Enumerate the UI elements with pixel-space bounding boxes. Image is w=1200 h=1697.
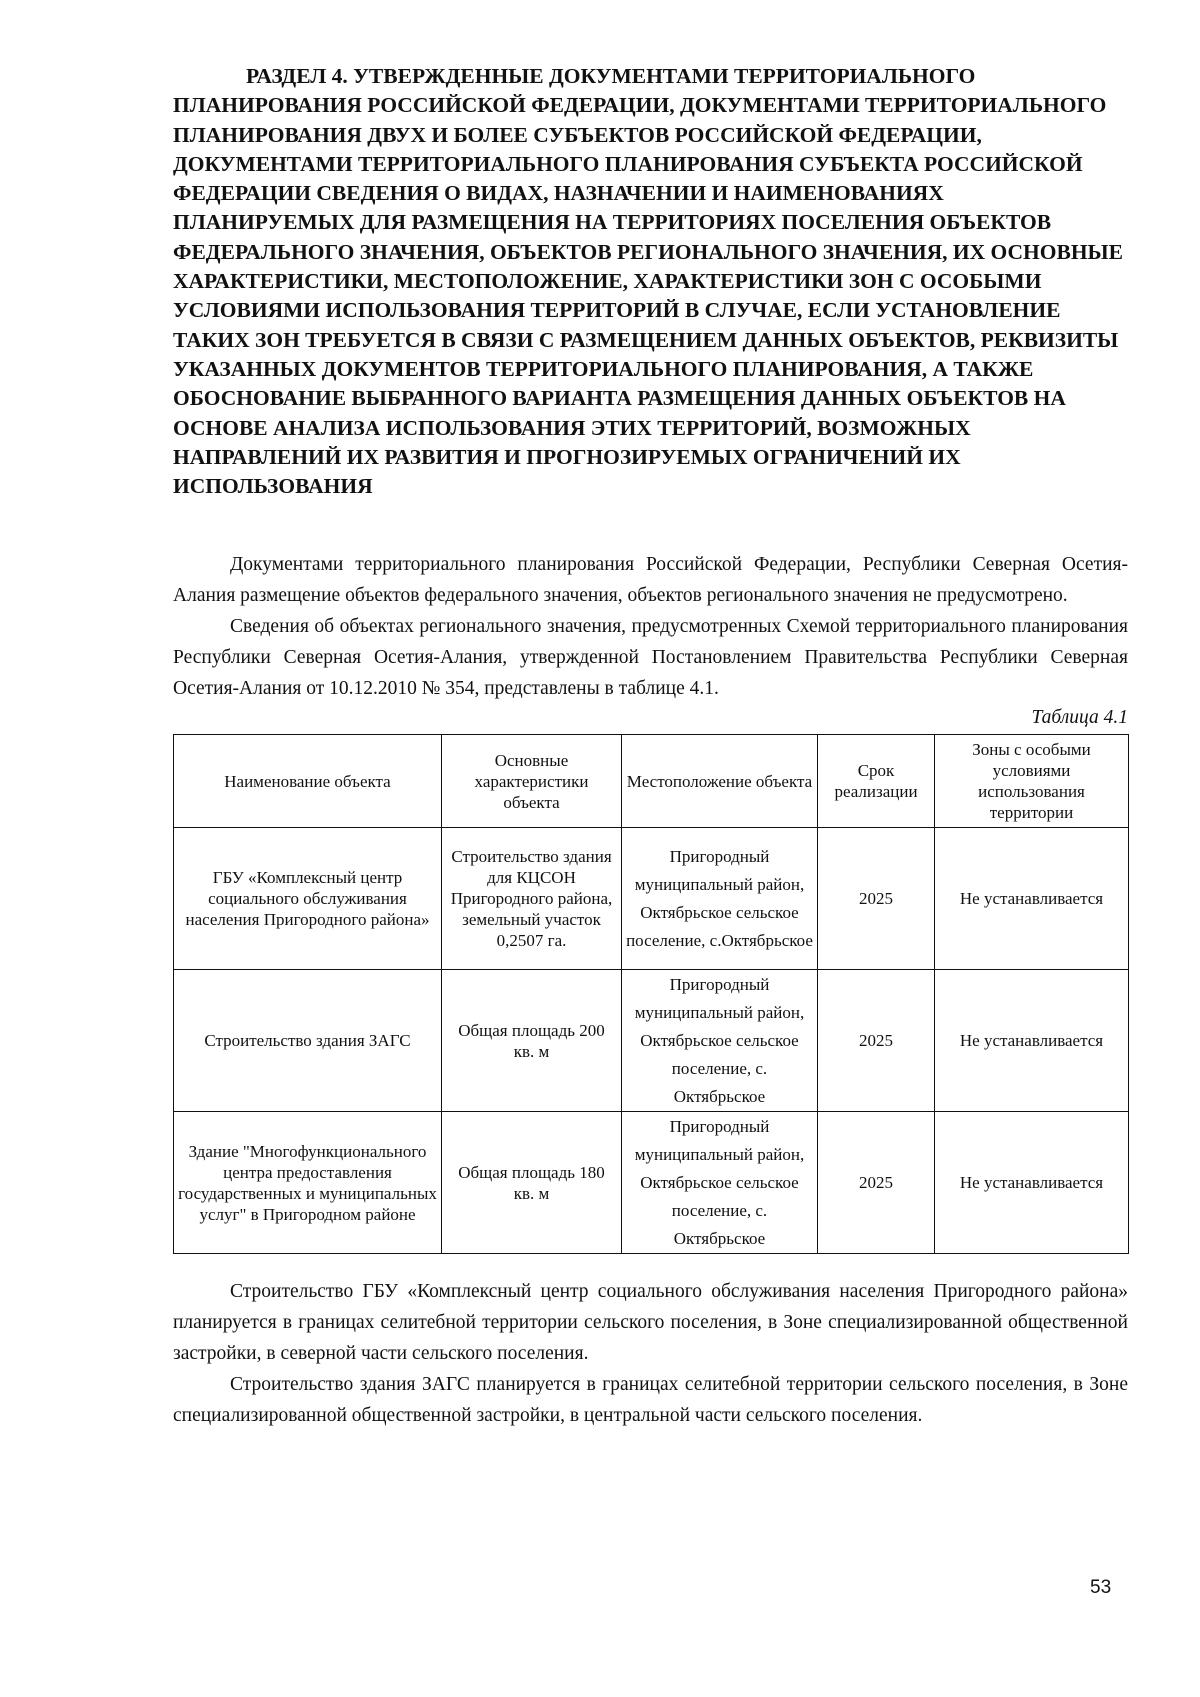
cell-name: Строительство здания ЗАГС — [174, 970, 442, 1112]
cell-characteristics: Общая площадь 200 кв. м — [442, 970, 622, 1112]
cell-characteristics: Строительство здания для КЦСОН Пригородного района, земельный участок 0,2507 га. — [442, 828, 622, 970]
cell-zones: Не устанавливается — [935, 1112, 1129, 1254]
table-header-row — [174, 735, 1129, 828]
header-term: Срок реализации — [818, 735, 935, 828]
cell-name: Здание "Многофункционального центра предоставления государственных и муниципальных услуг" в Пригородном районе — [174, 1112, 442, 1254]
cell-zones: Не устанавливается — [935, 828, 1129, 970]
cell-location: Пригородный муниципальный район, Октябрьское сельское поселение, с.Октябрьское — [622, 828, 818, 970]
header-characteristics: Основные характеристики объекта — [442, 735, 622, 828]
paragraph-regional-objects: Сведения об объектах регионального значения, предусмотренных Схемой территориального планирования Республики Северная Осетия-Алания, утвержденной Постановлением Правительства Республики Северная Осетия-Алания от 10.12.2010 № 354, представлены в таблице 4.1. — [173, 616, 1128, 700]
cell-term: 2025 — [818, 1112, 935, 1254]
header-zones: Зоны с особыми условиями использования территории — [935, 735, 1129, 828]
header-location: Местоположение объекта — [622, 735, 818, 828]
table-row — [174, 1112, 1129, 1254]
objects-table — [173, 734, 1129, 1254]
table-caption: Таблица 4.1 — [1031, 707, 1128, 729]
paragraph-zags-construction: Строительство здания ЗАГС планируется в границах селитебной территории сельского поселения, в Зоне специализированной общественной застройки, в центральной части сельского поселения. — [173, 1374, 1128, 1427]
cell-term: 2025 — [818, 970, 935, 1112]
cell-location: Пригородный муниципальный район, Октябрьское сельское поселение, с. Октябрьское — [622, 970, 818, 1112]
document-page — [173, 62, 1128, 1431]
cell-name: ГБУ «Комплексный центр социального обслуживания населения Пригородного района» — [174, 828, 442, 970]
cell-term: 2025 — [818, 828, 935, 970]
cell-zones: Не устанавливается — [935, 970, 1129, 1112]
paragraph-kcson-construction: Строительство ГБУ «Комплексный центр социального обслуживания населения Пригородного района» планируется в границах селитебной территории сельского поселения, в Зоне специализированной общественной застройки, в северной части сельского поселения. — [173, 1281, 1128, 1365]
page-number: 53 — [1090, 1577, 1112, 1598]
table-row — [174, 970, 1129, 1112]
header-name: Наименование объекта — [174, 735, 442, 828]
table-row — [174, 828, 1129, 970]
cell-characteristics: Общая площадь 180 кв. м — [442, 1112, 622, 1254]
section-title: РАЗДЕЛ 4. УТВЕРЖДЕННЫЕ ДОКУМЕНТАМИ ТЕРРИТОРИАЛЬНОГО ПЛАНИРОВАНИЯ РОССИЙСКОЙ ФЕДЕРАЦИИ, ДОКУМЕНТАМИ ТЕРРИТОРИАЛЬНОГО ПЛАНИРОВАНИЯ ДВУХ И БОЛЕЕ СУБЪЕКТОВ РОССИЙСКОЙ ФЕДЕРАЦИИ, ДОКУМЕНТАМИ ТЕРРИТОРИАЛЬНОГО ПЛАНИРОВАНИЯ СУБЪЕКТА РОССИЙСКОЙ ФЕДЕРАЦИИ СВЕДЕНИЯ О ВИДАХ, НАЗНАЧЕНИИ И НАИМЕНОВАНИЯХ ПЛАНИРУЕМЫХ ДЛЯ РАЗМЕЩЕНИЯ НА ТЕРРИТОРИЯХ ПОСЕЛЕНИЯ ОБЪЕКТОВ ФЕДЕРАЛЬНОГО ЗНАЧЕНИЯ, ОБЪЕКТОВ РЕГИОНАЛЬНОГО ЗНАЧЕНИЯ, ИХ ОСНОВНЫЕ ХАРАКТЕРИСТИКИ, МЕСТОПОЛОЖЕНИЕ, ХАРАКТЕРИСТИКИ ЗОН С ОСОБЫМИ УСЛОВИЯМИ ИСПОЛЬЗОВАНИЯ ТЕРРИТОРИЙ В СЛУЧАЕ, ЕСЛИ УСТАНОВЛЕНИЕ ТАКИХ ЗОН ТРЕБУЕТСЯ В СВЯЗИ С РАЗМЕЩЕНИЕМ ДАННЫХ ОБЪЕКТОВ, РЕКВИЗИТЫ УКАЗАННЫХ ДОКУМЕНТОВ ТЕРРИТОРИАЛЬНОГО ПЛАНИРОВАНИЯ, А ТАКЖЕ ОБОСНОВАНИЕ ВЫБРАННОГО ВАРИАНТА РАЗМЕЩЕНИЯ ДАННЫХ ОБЪЕКТОВ НА ОСНОВЕ АНАЛИЗА ИСПОЛЬЗОВАНИЯ ЭТИХ ТЕРРИТОРИЙ, ВОЗМОЖНЫХ НАПРАВЛЕНИЙ ИХ РАЗВИТИЯ И ПРОГНОЗИРУЕМЫХ ОГРАНИЧЕНИЙ ИХ ИСПОЛЬЗОВАНИЯ — [173, 64, 1123, 499]
cell-location: Пригородный муниципальный район, Октябрьское сельское поселение, с. Октябрьское — [622, 1112, 818, 1254]
paragraph-federal-documents: Документами территориального планирования Российской Федерации, Республики Северная Осетия-Алания размещение объектов федерального значения, объектов регионального значения не предусмотрено. — [173, 554, 1128, 607]
